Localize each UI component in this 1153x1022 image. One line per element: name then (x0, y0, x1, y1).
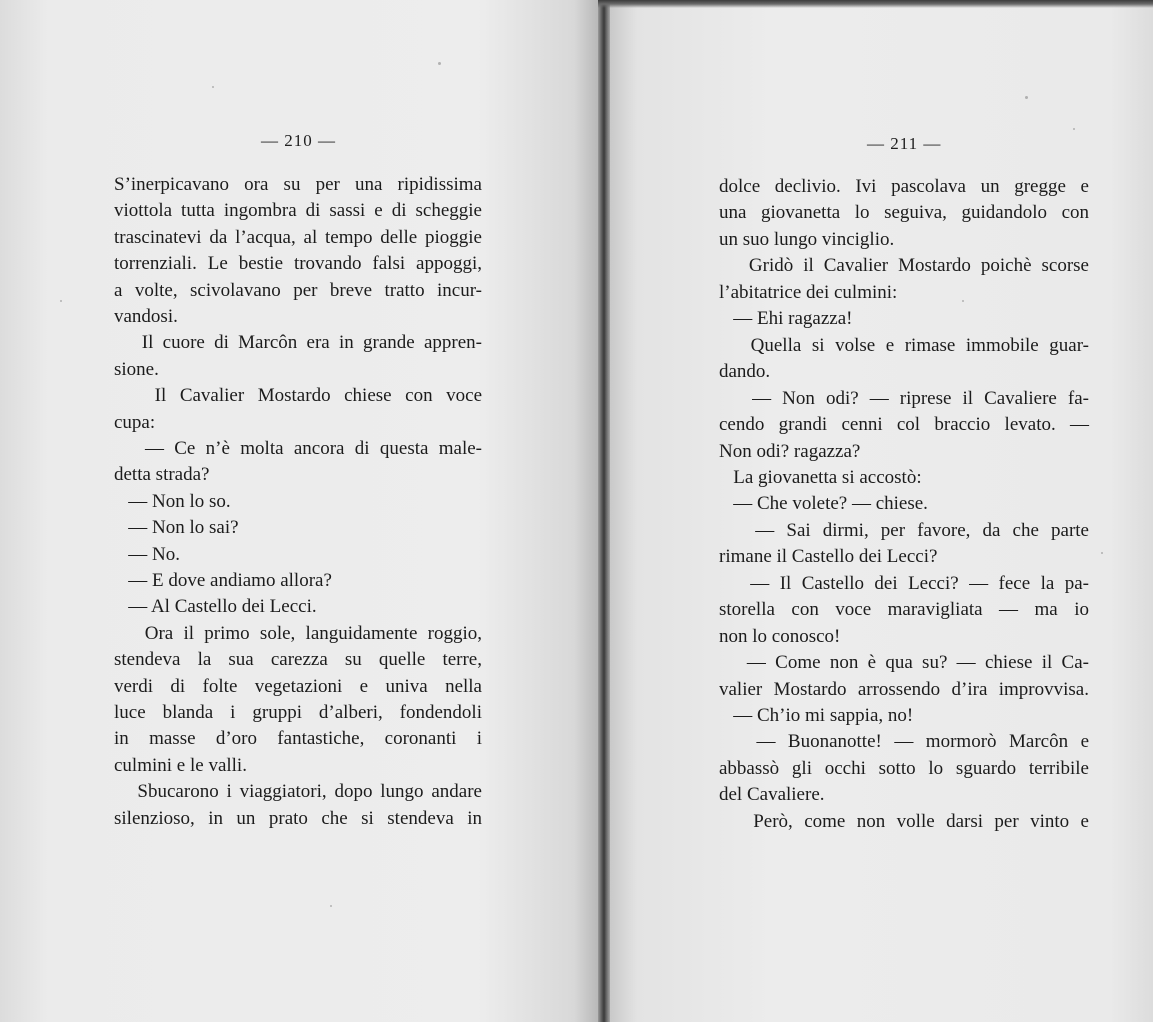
text-line: — Come non è qua su? — chiese il Ca- (719, 652, 1089, 674)
text-line: vandosi. (114, 306, 178, 327)
text-line: — Ce n’è molta ancora di questa male- (114, 438, 482, 459)
text-line: valier Mostardo arrossendo d’ira improvvisa. (719, 678, 1089, 700)
text-line: sione. (114, 358, 159, 380)
text-line: dolce declivio. Ivi pascolava un gregge e (719, 176, 1089, 197)
text-line: una giovanetta lo seguiva, guidandolo con (719, 202, 1089, 224)
text-line: — E dove andiamo allora? (114, 570, 332, 591)
text-line: Il cuore di Marcôn era in grande appren- (114, 332, 482, 354)
text-line: Gridò il Cavalier Mostardo poichè scorse (719, 255, 1089, 277)
text-line: luce blanda i gruppi d’alberi, fondendoli (114, 702, 482, 723)
text-line: detta strada? (114, 464, 210, 486)
text-line: — Che volete? — chiese. (719, 493, 928, 515)
text-line: S’inerpicavano ora su per una ripidissima (114, 174, 482, 195)
book-gutter (598, 0, 610, 1022)
text-line: non lo conosco! (719, 625, 841, 647)
text-line: un suo lungo vinciglio. (719, 228, 895, 250)
text-line: — Al Castello dei Lecci. (114, 596, 317, 618)
text-line: Il Cavalier Mostardo chiese con voce (114, 385, 482, 407)
text-line: Quella si volse e rimase immobile guar- (719, 334, 1089, 356)
text-line: Sbucarono i viaggiatori, dopo lungo andare (114, 781, 482, 803)
text-line: Non odi? ragazza? (719, 440, 861, 462)
text-line: — Non odi? — riprese il Cavaliere fa- (719, 387, 1089, 409)
text-line: culmini e le valli. (114, 754, 247, 776)
text-line: — No. (114, 543, 180, 565)
paper-speck (962, 300, 964, 302)
text-line: del Cavaliere. (719, 784, 825, 806)
text-line: abbassò gli occhi sotto lo sguardo terribile (719, 757, 1089, 779)
text-line: a volte, scivolavano per breve tratto incur- (114, 279, 482, 301)
paper-speck (1101, 552, 1103, 554)
text-line: cendo grandi cenni col braccio levato. — (719, 414, 1089, 436)
text-line: — Buonanotte! — mormorò Marcôn e (719, 731, 1089, 753)
text-line: La giovanetta si accostò: (719, 466, 922, 488)
paper-speck (1073, 128, 1075, 130)
text-line: — Ch’io mi sappia, no! (719, 705, 914, 726)
left-page-number: — 210 — (261, 131, 336, 150)
text-line: Però, come non volle darsi per vinto e (719, 810, 1089, 832)
text-line: stendeva la sua carezza su quelle terre, (114, 649, 482, 671)
text-line: verdi di folte vegetazioni e univa nella (114, 675, 482, 697)
right-page-number: — 211 — (867, 134, 942, 153)
text-line: dando. (719, 361, 771, 383)
text-line: trascinatevi da l’acqua, al tempo delle pioggie (114, 226, 482, 248)
text-line: — Non lo sai? (114, 517, 239, 539)
text-line: — Non lo so. (114, 490, 231, 512)
paper-speck (60, 300, 62, 302)
text-line: storella con voce maravigliata — ma io (719, 599, 1089, 621)
text-line: in masse d’oro fantastiche, coronanti i (114, 728, 482, 750)
paper-speck (438, 62, 441, 65)
text-line: torrenziali. Le bestie trovando falsi appoggi, (114, 253, 482, 275)
text-line: — Sai dirmi, per favore, da che parte (719, 519, 1089, 541)
text-line: Ora il primo sole, languidamente roggio, (114, 622, 482, 644)
page-top-edge-shadow (598, 0, 1153, 8)
paper-speck (1025, 96, 1028, 99)
text-line: — Il Castello dei Lecci? — fece la pa- (719, 572, 1089, 594)
paper-speck (212, 86, 214, 88)
paper-speck (330, 905, 332, 907)
text-line: — Ehi ragazza! (719, 308, 853, 330)
text-line: viottola tutta ingombra di sassi e di scheggie (114, 200, 482, 222)
text-line: cupa: (114, 411, 156, 433)
text-line: l’abitatrice dei culmini: (719, 281, 898, 303)
text-line: silenzioso, in un prato che si stendeva in (114, 807, 482, 829)
text-line: rimane il Castello dei Lecci? (719, 546, 938, 568)
